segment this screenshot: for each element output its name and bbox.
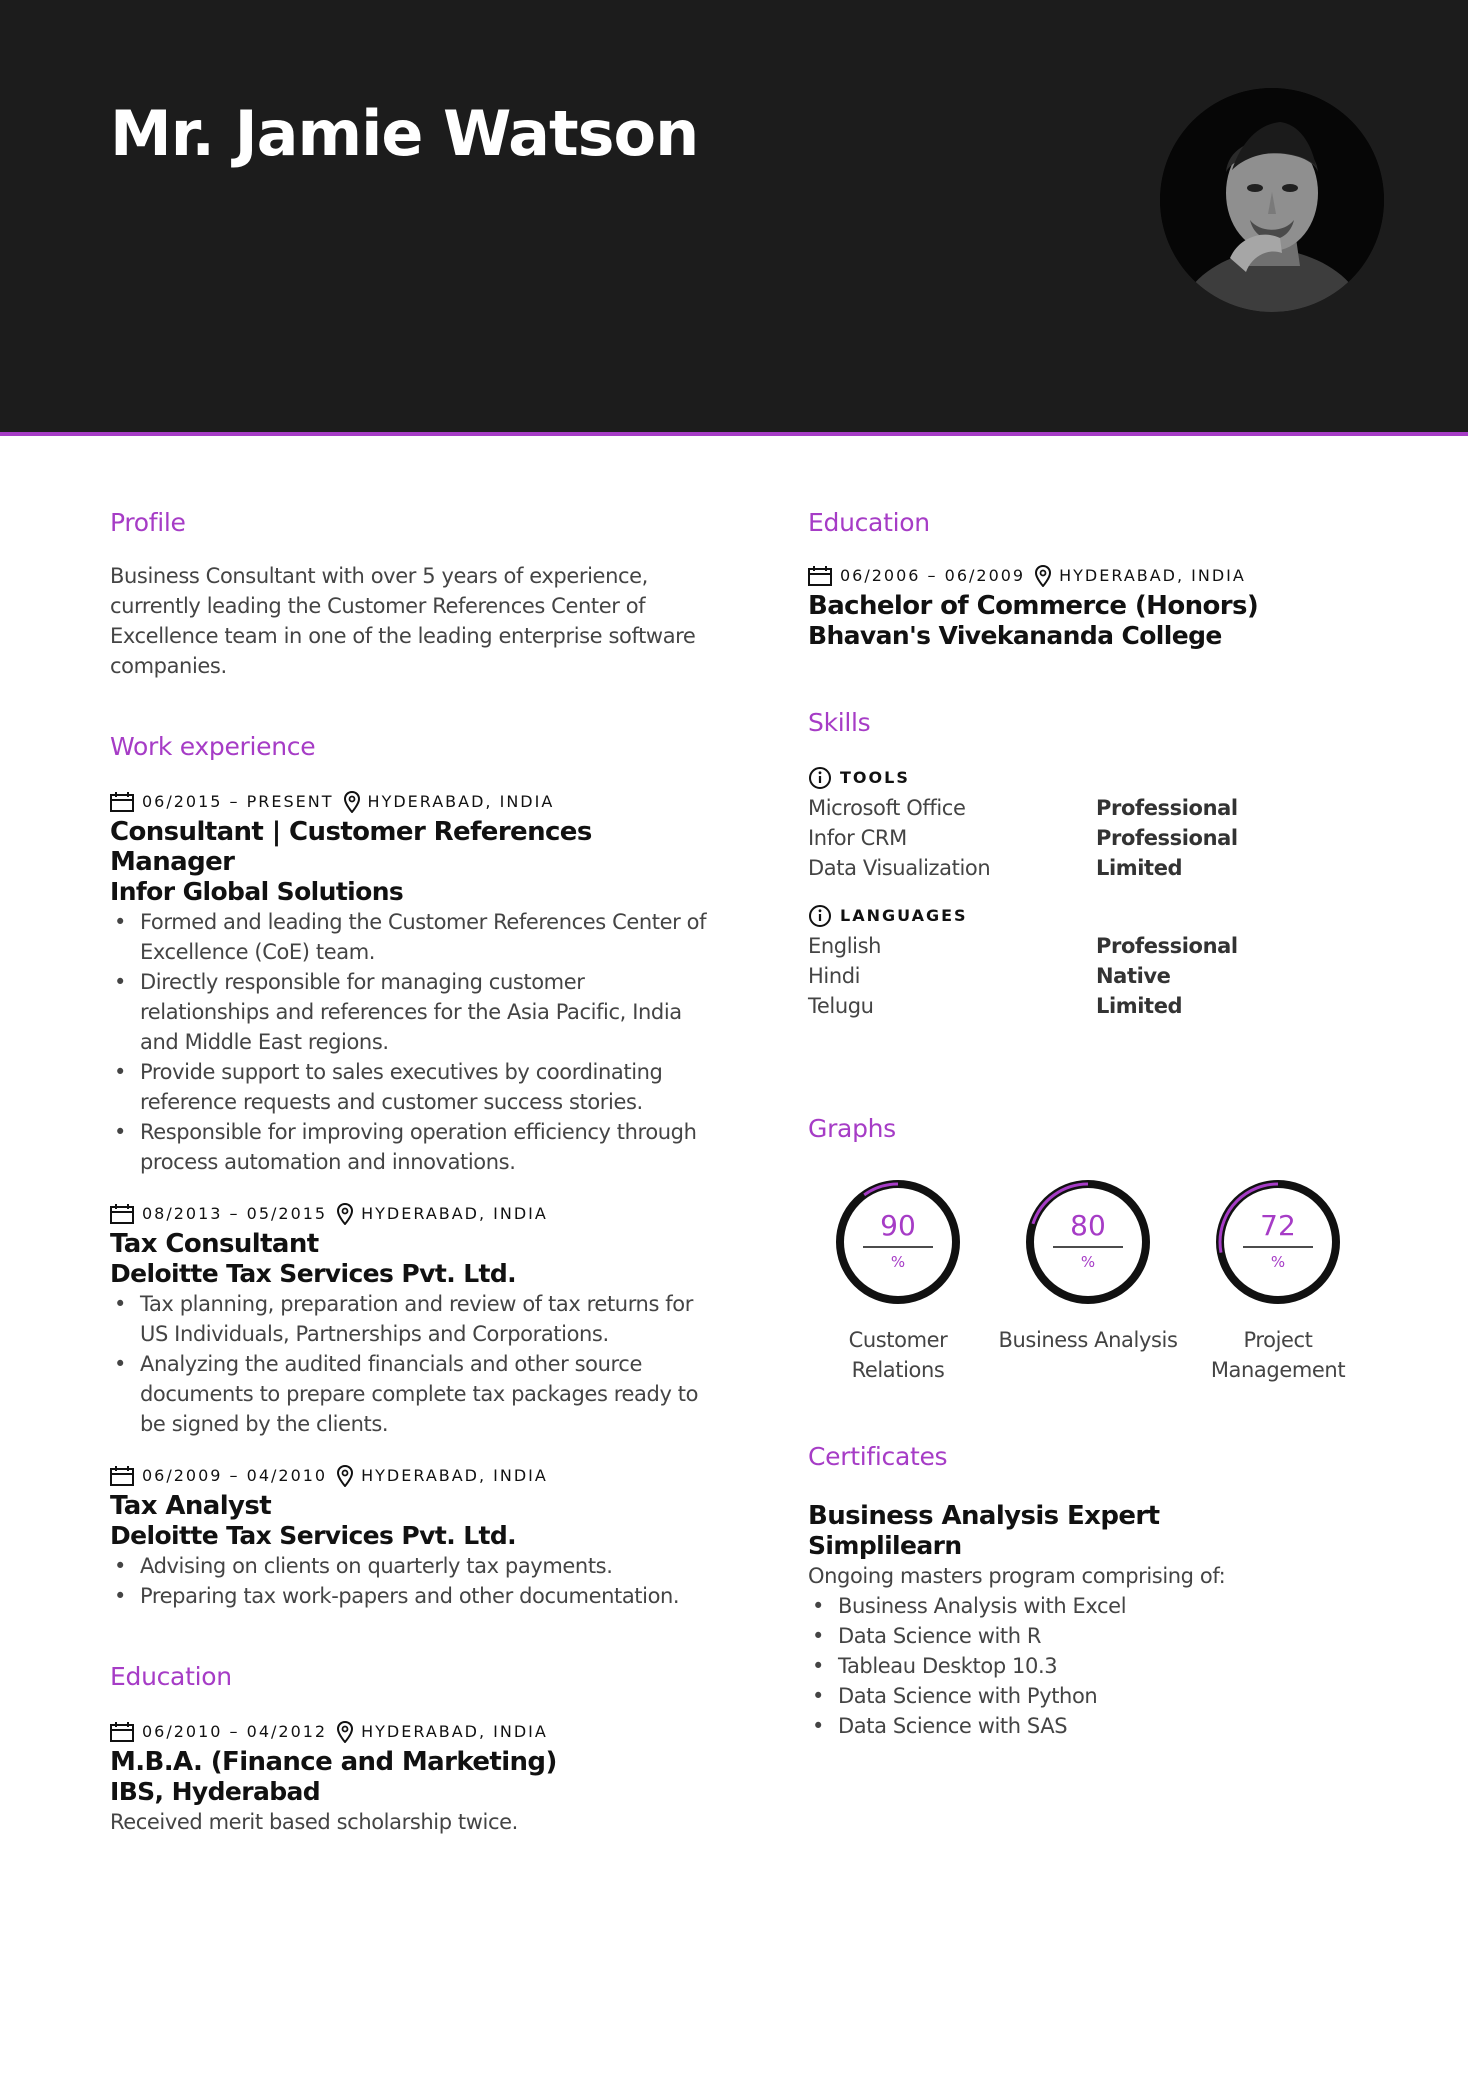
- job-bullets: [110, 1551, 710, 1611]
- list-item: • Data Science with R: [808, 1621, 1368, 1651]
- calendar-icon: [110, 1466, 134, 1486]
- right-column: [808, 505, 1368, 1741]
- candidate-name: Mr. Jamie Watson: [110, 97, 699, 170]
- gauge: [1188, 1177, 1368, 1385]
- list-item: • Formed and leading the Customer References Center of Excellence (CoE) team.: [110, 907, 710, 967]
- list-item: • Advising on clients on quarterly tax payments.: [110, 1551, 710, 1581]
- calendar-icon: [110, 792, 134, 812]
- section-title-skills: Skills: [808, 708, 871, 737]
- skill-level: Limited: [1096, 856, 1183, 880]
- job-title: Tax Consultant: [110, 1229, 319, 1259]
- section-title-education: Education: [110, 1662, 232, 1691]
- job-dates: 08/2013 – 05/2015: [142, 1204, 328, 1223]
- gauge-ring: [1213, 1177, 1343, 1307]
- skill-level: Limited: [1096, 994, 1183, 1018]
- skill-row: [808, 991, 1368, 1021]
- list-item: • Analyzing the audited financials and other source documents to prepare complete tax packages ready to be signed by the clients.: [110, 1349, 710, 1439]
- list-item: • Preparing tax work-papers and other documentation.: [110, 1581, 710, 1611]
- skill-name: Telugu: [808, 994, 874, 1018]
- info-icon: [808, 904, 832, 928]
- gauge-label: Business Analysis: [998, 1328, 1178, 1352]
- gauge-track: [840, 1184, 956, 1300]
- education-note: Received merit based scholarship twice.: [110, 1810, 518, 1834]
- location-pin-icon: [1035, 565, 1051, 587]
- certificates-section: [808, 1439, 1368, 1741]
- skills-section: [808, 705, 1368, 1021]
- profile-photo: [1160, 88, 1384, 312]
- gauge: [998, 1177, 1178, 1385]
- skill-level: Professional: [1096, 826, 1238, 850]
- degree-title: M.B.A. (Finance and Marketing): [110, 1747, 557, 1777]
- gauge-ring: [1023, 1177, 1153, 1307]
- info-icon: [808, 766, 832, 790]
- job-meta: [110, 1199, 710, 1229]
- job-title: Consultant | Customer References Manager: [110, 817, 592, 877]
- gauge-value: 72: [1260, 1209, 1296, 1242]
- profile-section: [110, 505, 710, 681]
- education-dates: 06/2006 – 06/2009: [840, 566, 1026, 585]
- list-item: • Data Science with SAS: [808, 1711, 1368, 1741]
- skill-name: Microsoft Office: [808, 796, 966, 820]
- skill-level: Professional: [1096, 796, 1238, 820]
- job-meta: [110, 787, 710, 817]
- skill-name: English: [808, 934, 882, 958]
- gauge-unit: %: [890, 1253, 906, 1271]
- calendar-icon: [110, 1204, 134, 1224]
- job-dates: 06/2009 – 04/2010: [142, 1466, 328, 1485]
- gauge-unit: %: [1270, 1253, 1286, 1271]
- section-title-graphs: Graphs: [808, 1114, 896, 1143]
- education-meta: [808, 561, 1368, 591]
- gauge-label: Customer Relations: [848, 1328, 948, 1382]
- section-title-work: Work experience: [110, 732, 316, 761]
- list-item: • Directly responsible for managing customer relationships and references for the Asia Pacific, India and Middle East regions.: [110, 967, 710, 1057]
- skill-level: Native: [1096, 964, 1171, 988]
- skill-row: [808, 793, 1368, 823]
- degree-title: Bachelor of Commerce (Honors): [808, 591, 1259, 621]
- job-entry: [110, 1199, 710, 1439]
- skill-name: Data Visualization: [808, 856, 991, 880]
- work-section: [110, 729, 710, 1611]
- school-name: Bhavan's Vivekananda College: [808, 621, 1222, 650]
- certificate-entry: [808, 1501, 1368, 1741]
- list-item: • Provide support to sales executives by coordinating reference requests and customer success stories.: [110, 1057, 710, 1117]
- certificate-description: Ongoing masters program comprising of:: [808, 1564, 1226, 1588]
- education-right-section: [808, 505, 1368, 651]
- calendar-icon: [110, 1722, 134, 1742]
- skill-group: [808, 763, 1368, 883]
- job-company: Deloitte Tax Services Pvt. Ltd.: [110, 1259, 517, 1288]
- skill-category-label: TOOLS: [840, 768, 910, 787]
- certificate-bullets: [808, 1591, 1368, 1741]
- skill-name: Infor CRM: [808, 826, 907, 850]
- left-column: [110, 505, 710, 1837]
- skill-level: Professional: [1096, 934, 1238, 958]
- location-pin-icon: [344, 791, 360, 813]
- skill-name: Hindi: [808, 964, 861, 988]
- profile-text: Business Consultant with over 5 years of experience, currently leading the Customer References Center of Excellence team in one of the leading enterprise software companies.: [110, 564, 696, 678]
- job-company: Deloitte Tax Services Pvt. Ltd.: [110, 1521, 517, 1550]
- education-meta: [110, 1717, 710, 1747]
- certificate-issuer: Simplilearn: [808, 1531, 962, 1560]
- job-entry: [110, 787, 710, 1177]
- skill-category: [808, 763, 1368, 793]
- job-location: HYDERABAD, INDIA: [367, 792, 555, 811]
- job-list: [110, 787, 710, 1611]
- school-name: IBS, Hyderabad: [110, 1777, 321, 1806]
- gauge-value: 80: [1070, 1209, 1106, 1242]
- gauge-value: 90: [880, 1209, 916, 1242]
- gauge-ring: [833, 1177, 963, 1307]
- gauge-label: Project Management: [1210, 1328, 1346, 1382]
- job-location: HYDERABAD, INDIA: [361, 1204, 548, 1223]
- list-item: • Tableau Desktop 10.3: [808, 1651, 1368, 1681]
- location-pin-icon: [337, 1721, 353, 1743]
- education-entry: [110, 1717, 710, 1837]
- skill-group: [808, 901, 1368, 1021]
- graph-row: [808, 1177, 1368, 1385]
- location-pin-icon: [337, 1465, 353, 1487]
- skill-category-label: LANGUAGES: [840, 906, 968, 925]
- list-item: • Tax planning, preparation and review of tax returns for US Individuals, Partnerships and Corporations.: [110, 1289, 710, 1349]
- job-entry: [110, 1461, 710, 1611]
- section-title-education: Education: [808, 508, 930, 537]
- education-left-section: [110, 1659, 710, 1837]
- portrait-image: [1160, 88, 1384, 312]
- section-title-profile: Profile: [110, 508, 186, 537]
- job-location: HYDERABAD, INDIA: [361, 1466, 548, 1485]
- skill-row: [808, 853, 1368, 883]
- skill-row: [808, 931, 1368, 961]
- list-item: • Business Analysis with Excel: [808, 1591, 1368, 1621]
- education-entry: [808, 561, 1368, 651]
- job-bullets: [110, 907, 710, 1177]
- gauge-unit: %: [1080, 1253, 1096, 1271]
- job-title: Tax Analyst: [110, 1491, 272, 1521]
- job-bullets: [110, 1289, 710, 1439]
- skill-row: [808, 961, 1368, 991]
- skill-row: [808, 823, 1368, 853]
- list-item: • Responsible for improving operation efficiency through process automation and innovations.: [110, 1117, 710, 1177]
- skill-category: [808, 901, 1368, 931]
- job-company: Infor Global Solutions: [110, 877, 404, 906]
- job-dates: 06/2015 – PRESENT: [142, 792, 334, 811]
- graphs-section: [808, 1111, 1368, 1385]
- header-band: [0, 0, 1468, 436]
- section-title-certificates: Certificates: [808, 1442, 948, 1471]
- job-meta: [110, 1461, 710, 1491]
- list-item: • Data Science with Python: [808, 1681, 1368, 1711]
- gauge: [808, 1177, 988, 1385]
- education-location: HYDERABAD, INDIA: [1059, 566, 1246, 585]
- education-dates: 06/2010 – 04/2012: [142, 1722, 328, 1741]
- education-location: HYDERABAD, INDIA: [361, 1722, 548, 1741]
- certificate-name: Business Analysis Expert: [808, 1501, 1160, 1531]
- location-pin-icon: [337, 1203, 353, 1225]
- calendar-icon: [808, 566, 832, 586]
